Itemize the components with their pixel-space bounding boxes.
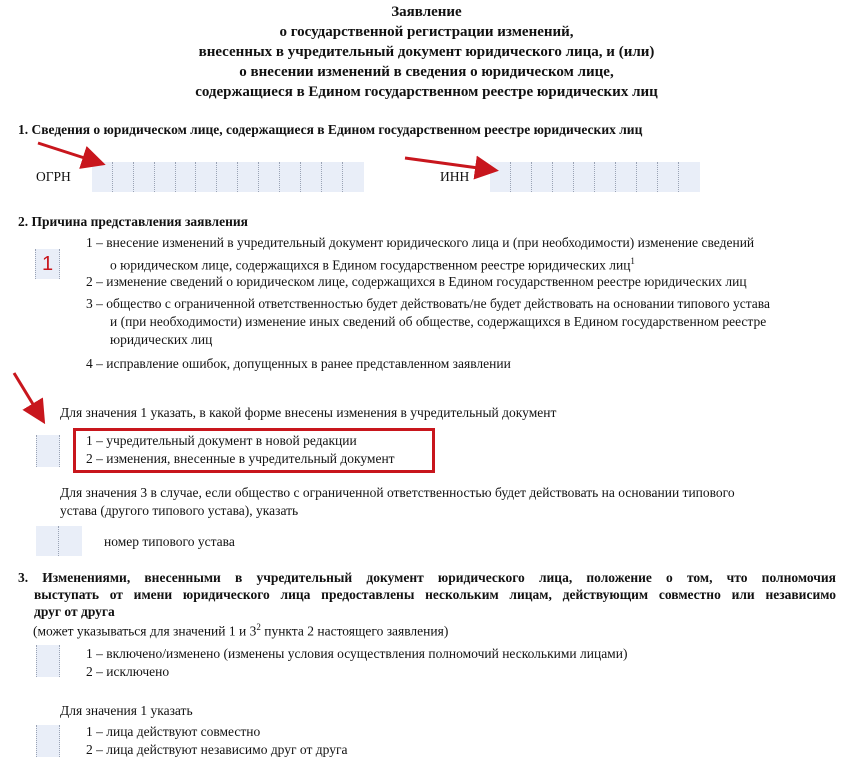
section-1-heading: 1. Сведения о юридическом лице, содержащиеся в Едином государственном реестре юридических лиц [18,122,643,137]
title-line-2: о государственной регистрации изменений, [279,24,574,40]
reason-option-4: 4 – исправление ошибок, допущенных в ранее представленном заявлении [86,356,511,371]
title-line-4: о внесении изменений в сведения о юридическом лице, [239,64,614,80]
charter-note-line-1: Для значения 3 в случае, если общество с ограниченной ответственностью будет действовать на основании типового [60,485,735,500]
arrow-annotation-icon [405,158,493,170]
joint-option-2: 2 – лица действуют независимо друг от друга [86,742,348,757]
reason-option-1-line-1: 1 – внесение изменений в учредительный документ юридического лица и (при необходимости) изменение сведений [86,235,755,250]
joint-option-1: 1 – лица действуют совместно [86,724,261,739]
title-line-3: внесенных в учредительный документ юридического лица, и (или) [198,44,655,60]
reason-option-3-line-1: 3 – общество с ограниченной ответственностью будет действовать/не будет действовать на основании типового устава [86,296,770,311]
charter-number-label: номер типового устава [104,534,235,549]
section-2-heading: 2. Причина представления заявления [18,214,248,229]
ogrn-label: ОГРН [36,169,71,184]
inn-label: ИНН [440,169,470,184]
footnote-marker: 2 [256,622,261,632]
form-input[interactable] [36,435,60,467]
charter-note-line-2: устава (другого типового устава), указать [60,503,299,518]
arrow-annotation-icon [38,143,100,163]
section-3-note-prefix: (может указываться для значений 1 и 3 [33,623,257,639]
reason-option-1-text: о юридическом лице, содержащихся в Едином государственном реестре юридических лиц [110,257,631,273]
charter-number-input[interactable] [36,526,82,556]
form-question: Для значения 1 указать, в какой форме внесены изменения в учредительный документ [60,405,557,420]
section-3-heading-line-3: друг от друга [34,604,115,619]
section-3-heading-line-2: выступать от имени юридического лица предоставлены нескольким лицам, действующим совместно или независимо [34,587,836,602]
sub-question: Для значения 1 указать [60,703,193,718]
authority-option-1: 1 – включено/изменено (изменены условия осуществления полномочий несколькими лицами) [86,646,628,661]
reason-option-3 [86,295,831,349]
reason-option-3-line-3: юридических лиц [110,332,213,347]
authority-change-input[interactable] [36,645,60,677]
section-3-note [33,618,448,641]
authority-option-2: 2 – исключено [86,664,170,679]
form-option-1: 1 – учредительный документ в новой редакции [86,433,357,448]
reason-option-3-line-2: и (при необходимости) изменение иных сведений об обществе, содержащихся в Едином государственном реестре [110,314,767,329]
reason-option-1 [86,234,831,275]
title-line-1: Заявление [391,4,462,20]
section-3-heading-line-1: 3. Изменениями, внесенными в учредительный документ юридического лица, положение о том, что полномочия [18,570,836,585]
reason-option-1-line-2 [86,252,831,275]
arrow-annotation-icon [14,373,42,419]
footnote-marker: 1 [630,256,635,266]
reason-input[interactable]: 1 [35,249,60,279]
form-option-2: 2 – изменения, внесенные в учредительный документ [86,451,395,466]
title-line-5: содержащиеся в Едином государственном реестре юридических лиц [195,84,658,100]
charter-note [60,484,735,520]
section-3-heading [18,569,836,620]
reason-option-2: 2 – изменение сведений о юридическом лице, содержащихся в Едином государственном реестре юридических лиц [86,274,747,289]
joint-action-input[interactable] [36,725,60,757]
section-3-note-suffix: пункта 2 настоящего заявления) [260,623,449,639]
